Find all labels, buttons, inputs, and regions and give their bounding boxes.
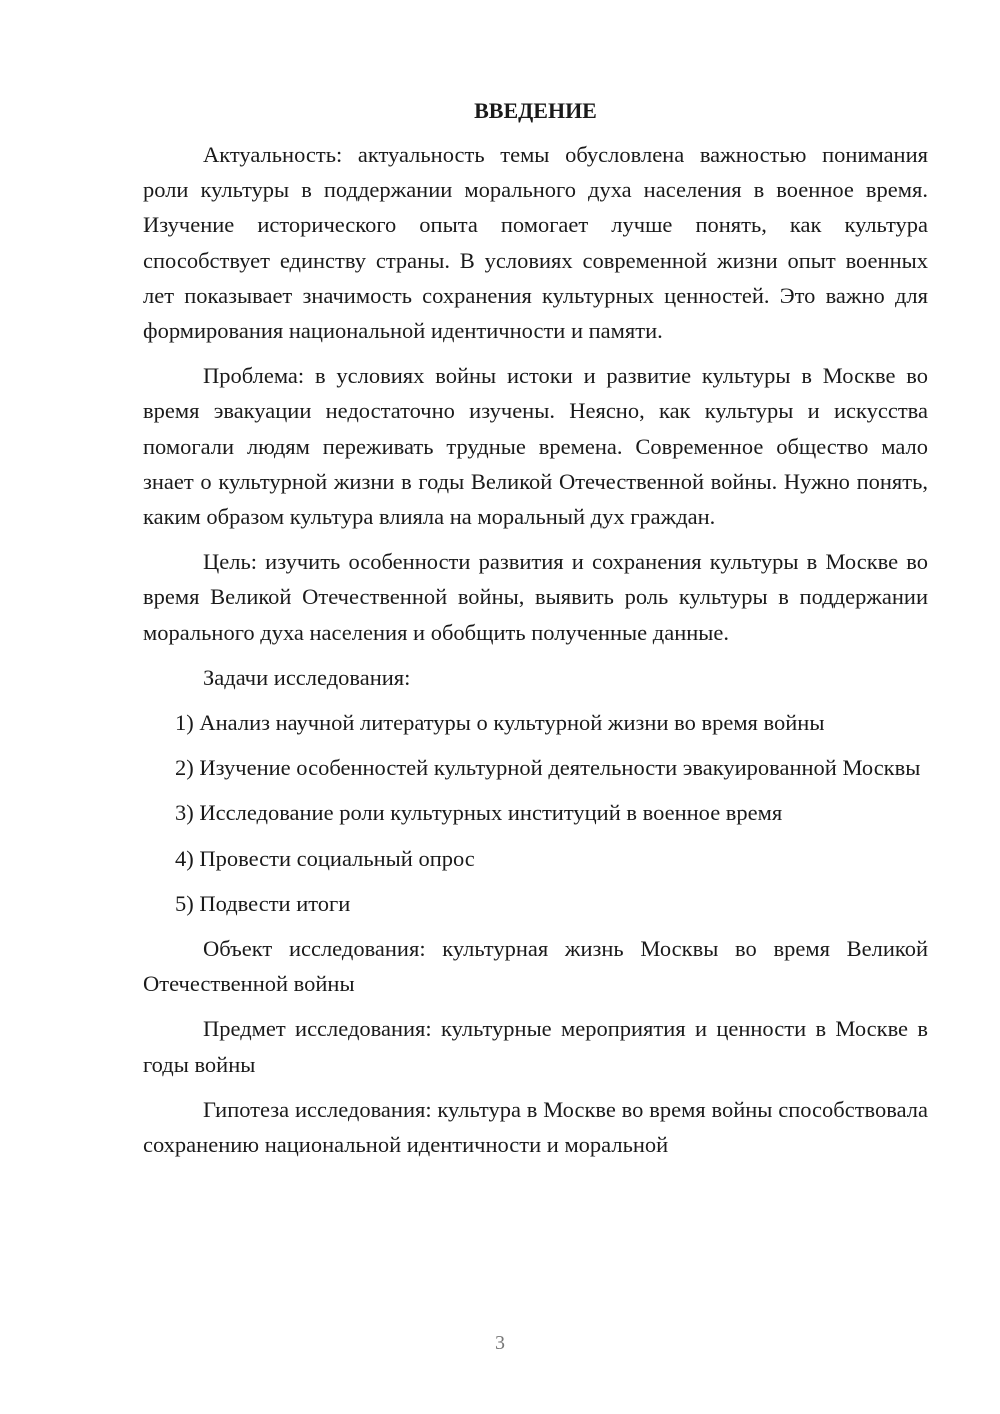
task-item-3: 3) Исследование роли культурных институций в военное время [175,800,783,826]
tasks-heading: Задачи исследования: [203,664,411,690]
paragraph-goal: Цель: изучить особенности развития и сохранения культуры в Москве во время Великой Отечественной войны, выявить роль культуры в поддержании морального духа населения и обобщить полученные данные. [143,549,928,645]
section-title: ВВЕДЕНИЕ [474,98,597,123]
task-item-1: 1) Анализ научной литературы о культурной жизни во время войны [175,710,825,736]
paragraph-relevance: Актуальность: актуальность темы обусловлена важностью понимания роли культуры в поддержании морального духа населения в военное время. Изучение исторического опыта помогает лучше понять, как культура способствует единству страны. В условиях современной жизни опыт военных лет показывает значимость сохранения культурных ценностей. Это важно для формирования национальной идентичности и памяти. [143,142,928,344]
page-number: 3 [495,1332,505,1354]
task-item-4: 4) Провести социальный опрос [175,845,475,871]
paragraph-hypothesis: Гипотеза исследования: культура в Москве во время войны способствовала сохранению национальной идентичности и моральной [143,1096,928,1158]
task-item-2: 2) Изучение особенностей культурной деятельности эвакуированной Москвы [175,755,921,781]
task-item-5: 5) Подвести итоги [175,890,351,916]
paragraph-object: Объект исследования: культурная жизнь Москвы во время Великой Отечественной войны [143,936,928,997]
paragraph-subject: Предмет исследования: культурные мероприятия и ценности в Москве в годы войны [143,1016,928,1077]
paragraph-problem: Проблема: в условиях войны истоки и развитие культуры в Москве во время эвакуации недостаточно изучены. Неясно, как культуры и искусства помогали людям переживать трудные времена. Современное общество мало знает о культурной жизни в годы Великой Отечественной войны. Нужно понять, каким образом культура влияла на моральный дух граждан. [143,363,928,530]
page-body [143,95,928,1172]
